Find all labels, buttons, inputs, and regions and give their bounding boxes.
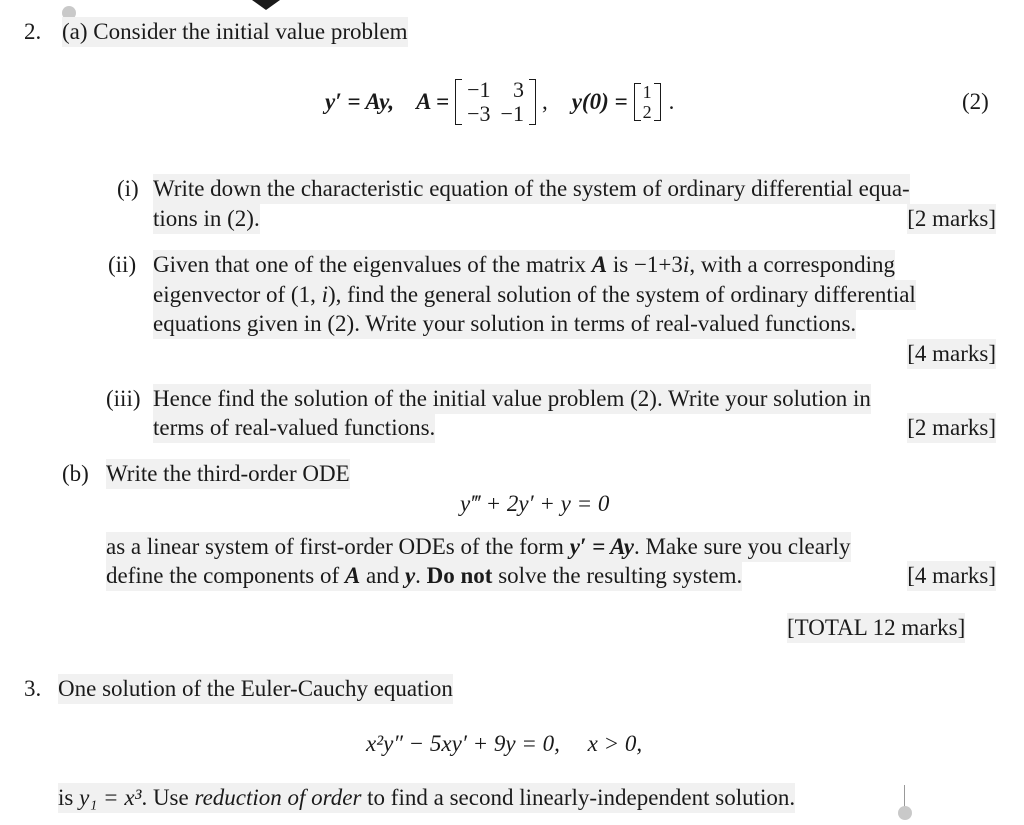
q2b-text: solve the resulting system.	[492, 563, 743, 588]
q3-y1: y₁ = x³	[79, 785, 142, 810]
eq-dot: .	[668, 89, 675, 114]
q3-condition: x > 0,	[587, 731, 643, 756]
eq-y0-eq: y(0) =	[571, 89, 628, 114]
matrix-A-cell: −3	[467, 101, 491, 126]
q3-emphasis: reduction of order	[194, 785, 362, 810]
imag-unit: i	[682, 252, 690, 277]
q2b-marks: [4 marks]	[907, 561, 996, 591]
q2-total-marks: [TOTAL 12 marks]	[787, 613, 965, 643]
matrix-A-cell: −1	[500, 101, 524, 126]
q3-text: to find a second linearly-independent solution.	[361, 785, 796, 810]
q2a-line	[62, 17, 408, 47]
q2b-line2	[106, 561, 742, 591]
q2ii-line2	[153, 280, 916, 310]
q3-equation-row	[366, 729, 642, 759]
q2b-text: and	[360, 563, 405, 588]
q2ii-line1	[153, 250, 895, 280]
equation-2	[325, 72, 674, 132]
q2b-text: Write the third-order ODE	[106, 459, 350, 489]
q2ii-line3: equations given in (2). Write your solution in terms of real-valued functions.	[153, 309, 856, 339]
matrix-A-cell: −1	[467, 77, 491, 102]
pointer-icon	[252, 0, 280, 10]
q2ii-text: eigenvector of (1,	[153, 282, 322, 307]
q2i-label: (i)	[117, 176, 139, 201]
q2iii-label: (iii)	[106, 386, 141, 411]
q2iii-marks: [2 marks]	[907, 413, 996, 443]
q3-number: 3.	[24, 676, 42, 701]
q2a-text: Consider the initial value problem	[93, 19, 408, 44]
q2b-text: define the components of	[106, 563, 345, 588]
imag-unit: i	[321, 282, 328, 307]
matrix-A-symbol: A	[591, 252, 608, 277]
matrix-A-cell: 3	[512, 77, 524, 102]
q2iii-line2: terms of real-valued functions.	[153, 413, 435, 443]
q2b-text: . Make sure you clearly	[633, 534, 851, 559]
selection-handle-bottom[interactable]	[898, 806, 912, 820]
q3-text: One solution of the Euler-Cauchy equation	[58, 674, 453, 704]
eq-comma: ,	[541, 89, 548, 114]
eq-A-eq: A =	[416, 89, 450, 114]
matrix-A-symbol: A	[344, 563, 361, 588]
vector-y0-cell: 2	[642, 102, 652, 122]
q3-last-line	[58, 783, 795, 813]
matrix-A	[455, 78, 536, 126]
q2iii-line1: Hence find the solution of the initial value problem (2). Write your solution in	[153, 384, 871, 414]
q2b-inline-eq: y′ = Ay	[569, 534, 634, 559]
equation-tag: (2)	[962, 89, 989, 114]
q2b-equation: y‴ + 2y′ + y = 0	[460, 491, 610, 516]
q2-number: 2.	[24, 19, 42, 44]
q2b-text: as a linear system of first-order ODEs of the form	[106, 534, 570, 559]
q2b-line1	[106, 532, 851, 562]
q3-text: . Use	[141, 785, 195, 810]
vector-y-symbol: y	[404, 563, 416, 588]
q2i-line2: tions in (2).	[153, 204, 260, 234]
q2ii-text: ), find the general solution of the system of ordinary differential	[327, 282, 916, 307]
q3-equation: x²y″ − 5xy′ + 9y = 0,	[366, 731, 560, 756]
q2ii-text: , with a corresponding	[689, 252, 895, 277]
vector-y0-cell: 1	[642, 82, 652, 102]
q2ii-text: Given that one of the eigenvalues of the matrix	[153, 252, 592, 277]
do-not-emphasis: Do not	[426, 563, 493, 588]
q2a-label: (a)	[62, 19, 88, 44]
q2b-label: (b)	[62, 461, 89, 486]
eq-lhs: y′ = Ay,	[325, 89, 395, 114]
q3-text: is	[58, 785, 80, 810]
q2i-marks: [2 marks]	[907, 204, 996, 234]
q2ii-text: is −1+3	[607, 252, 683, 277]
q2ii-marks: [4 marks]	[907, 339, 996, 369]
q2ii-label: (ii)	[108, 252, 137, 277]
q2b-text: .	[415, 563, 427, 588]
q2i-line1: Write down the characteristic equation of the system of ordinary differential equa-	[153, 174, 910, 204]
vector-y0	[634, 82, 661, 122]
